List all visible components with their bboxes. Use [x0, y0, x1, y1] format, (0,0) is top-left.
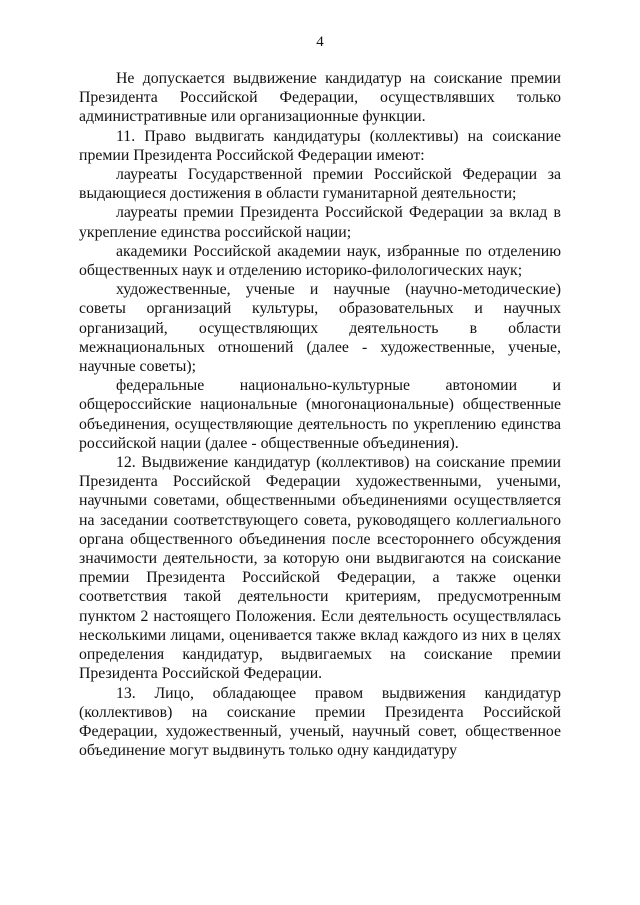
paragraph-public-associations: федеральные национально-культурные автономии и общероссийские национальные (многонациональные) общественные объединения, осуществляющие деятельность по укреплению единства российской нации (далее - общественные объединения). [79, 377, 561, 452]
paragraph-academicians: академики Российской академии наук, избранные по отделению общественных наук и отделению историко-филологических наук; [79, 242, 561, 280]
paragraph-councils: художественные, ученые и научные (научно-методические) советы организаций культуры, образовательных и научных организаций, осуществляющих деятельность в области межнациональных отношений (далее - художественные, ученые, научные советы); [79, 281, 561, 376]
paragraph-11-right-to-nominate: 11. Право выдвигать кандидатуры (коллективы) на соискание премии Президента Российской Федерации имеют: [79, 127, 561, 164]
paragraph-state-prize-laureates: лауреаты Государственной премии Российской Федерации за выдающиеся достижения в области гуманитарной деятельности; [79, 166, 561, 203]
document-body [79, 69, 561, 760]
page-number: 4 [316, 34, 324, 50]
paragraph-nomination-restriction: Не допускается выдвижение кандидатур на соискание премии Президента Российской Федерации, осуществлявших только административные или организационные функции. [79, 70, 561, 126]
paragraph-president-prize-laureates: лауреаты премии Президента Российской Федерации за вклад в укрепление единства российской нации; [79, 204, 561, 241]
paragraph-13-single-candidate: 13. Лицо, обладающее правом выдвижения кандидатур (коллективов) на соискание премии Президента Российской Федерации, художественный, ученый, научный совет, общественное объединение могут выдвинуть только одну кандидатуру [79, 684, 561, 760]
paragraph-12-nomination-procedure: 12. Выдвижение кандидатур (коллективов) на соискание премии Президента Российской Федерации художественными, учеными, научными советами, общественными объединениями осуществляется на заседании соответствующего совета, руководящего коллегиального органа общественного объединения после всестороннего обсуждения значимости деятельности, за которую они выдвигаются на соискание премии Президента Российской Федерации, а также оценки соответствия такой деятельности критериям, предусмотренным пунктом 2 настоящего Положения. Если деятельность осуществлялась несколькими лицами, оценивается также вклад каждого из них в целях определения кандидатур, выдвигаемых на соискание премии Президента Российской Федерации. [79, 454, 561, 683]
